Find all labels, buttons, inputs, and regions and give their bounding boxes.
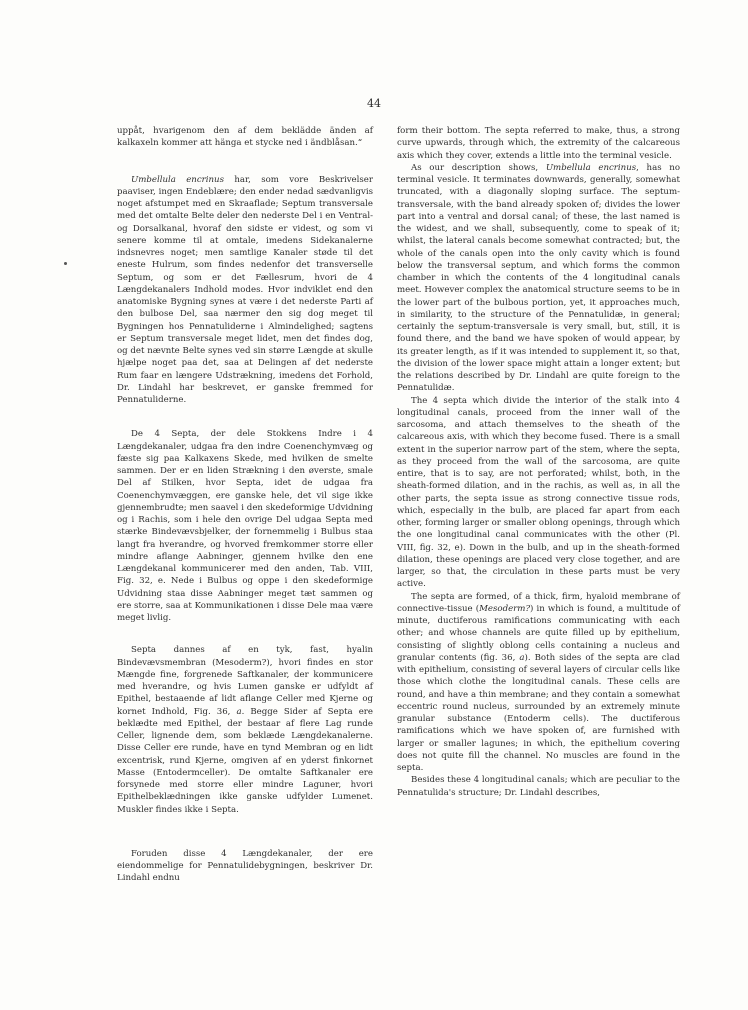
figure-letter: a xyxy=(236,706,242,717)
danish-paragraph-4-part-2: . Begge Sider af Septa ere beklædte med Epithel, der bestaar af flere Lag runde Celler, lignende dem, som beklæde Længdekanalerne. Disse Celler ere runde, have en tynd Membran og en lidt excentrisk, rund Kjerne, omgiven af en yderst finkornet Masse (Entodermceller). De omtalte Saftkanaler ere forsynede med storre eller mindre Laguner, hvori Epithelbeklædningen ikke ganske udfylder Lumenet. Muskler findes ikke i Septa. xyxy=(117,706,373,815)
english-column xyxy=(397,125,680,799)
figure-letter: a xyxy=(519,652,525,663)
english-paragraph-2 xyxy=(397,162,680,395)
danish-paragraph-3: De 4 Septa, der dele Stokkens Indre i 4 Længdekanaler, udgaa fra den indre Coenenchymvæg og fæste sig paa Kalkaxens Skede, med hvilken de smelte sammen. Der er en liden Strækning i den øverste, smale Del af Stilken, hvor Septa, idet de udgaa fra Coenenchymvæggen, ere ganske hele, det vil sige ikke gjennembrudte; men saavel i den skedeformige Udvidning og i Rachis, som i hele den ovrige Del udgaa Septa med stærke Bindevævsbjelker, der fornemmelig i Bulbus staa langt fra hverandre, og hvorved fremkommer storre eller mindre aflange Aabninger, gjennem hvilke den ene Længdekanal kommunicerer med den anden, Tab. VIII, Fig. 32, e. Nede i Bulbus og oppe i den skedeformige Udvidning staa disse Aabninger meget tæt sammen og ere storre, saa at Kommunikationen i disse Dele maa være meget livlig. xyxy=(117,429,373,623)
danish-paragraph-2 xyxy=(117,174,373,407)
danish-paragraph-4 xyxy=(117,644,373,816)
margin-dot xyxy=(64,262,67,265)
danish-paragraph-2-text: har, som vore Beskrivelser paaviser, ingen Endeblære; den ender nedad sædvanligvis noget afstumpet med en Skraaflade; Septum transversale med det omtalte Belte deler den nederste Del i en Ventral- og Dorsalkanal, hvoraf den sidste er videst, og som vi senere komme til at omtale, imedens Sidekanalerne indsnevres noget; men samtlige Kanaler støde til det eneste Hulrum, som findes nedenfor det transverselle Septum, og som er det Fællesrum, hvori de 4 Længdekanalers Indhold modes. Hvor indviklet end den anatomiske Bygning synes at være i det nederste Parti af den bulbose Del, saa nærmer den sig dog meget til Bygningen hos Pennatuliderne i Almindelighed; sagtens er Septum transversale meget lidet, men det findes dog, og det nævnte Belte synes ved sin større Længde at skulle hjælpe noget paa det, saa at Delingen af det nederste Rum faar en længere Udstrækning, imedens det Forhold, Dr. Lindahl har beskrevet, er ganske fremmed for Pennatuliderne. xyxy=(117,174,373,405)
english-paragraph-4 xyxy=(397,591,680,775)
english-paragraph-2-part-2: , has no terminal vesicle. It terminates downwards, generally, somewhat truncated, with a diagonally sloping surface. The septum-transversale, with the band already spoken of; divides the lower part into a ventral and dorsal canal; of these, the last named is the widest, and we shall, subsequently, come to speak of it; whilst, the lateral canals become somewhat contracted; but, the whole of the canals open into the only cavity which is found below the transversal septum, and which forms the common chamber in which the contents of the 4 longitudinal canals meet. However complex the anatomical structure seems to be in the lower part of the bulbous portion, yet, it approaches much, in similarity, to the structure of the Pennatulidæ, in general; certainly the septum-transversale is very small, but, still, it is found there, and the band we have spoken of would appear, by its greater length, as if it was intended to supplement it, so that, the division of the lower space might attain a longer extent; but the relations described by Dr. Lindahl are quite foreign to the Pennatulidæ. xyxy=(397,162,680,394)
english-paragraph-5: Besides these 4 longitudinal canals; which are peculiar to the Pennatulida's structure; Dr. Lindahl describes, xyxy=(397,775,680,798)
english-paragraph-4-part-3: ). Both sides of the septa are clad with epithelium, consisting of several layers of circular cells like those which clothe the longitudinal canals. These cells are round, and have a thin membrane; and they contain a somewhat eccentric round nucleus, surrounded by an extremely minute granular substance (Entoderm cells). The ductiferous ramifications which we have spoken of, are furnished with larger or smaller lagunes; in which, the epithelium covering does not quite fill the channel. No muscles are found in the septa. xyxy=(397,652,680,773)
species-name: Umbellula encrinus xyxy=(131,174,224,185)
danish-column xyxy=(117,125,373,885)
english-paragraph-4-part-1: The septa are formed, of a thick, firm, hyaloid membrane of connective-tissue ( xyxy=(397,591,680,614)
danish-paragraph-4-part-1: Septa dannes af en tyk, fast, hyalin Bindevævsmembran (Mesoderm?), hvori findes en stor Mængde fine, forgrenede Saftkanaler, der kommunicere med hverandre, og hvis Lumen ganske er udfyldt af Epithel, bestaaende af lidt aflange Celler med Kjerne og kornet Indhold, Fig. 36, xyxy=(117,645,373,717)
english-paragraph-2-part-1: As our description shows, xyxy=(411,162,546,173)
species-name: Umbellula encrinus xyxy=(545,162,637,173)
danish-paragraph-5: Foruden disse 4 Længdekanaler, der ere eiendommelige for Pennatulidebygningen, beskriver Dr. Lindahl endnu xyxy=(117,848,373,884)
mesoderm-term: Mesoderm? xyxy=(479,603,531,614)
english-paragraph-3: The 4 septa which divide the interior of the stalk into 4 longitudinal canals, proceed from the inner wall of the sarcosoma, and attach themselves to the sheath of the calcareous axis, with which they become fused. There is a small extent in the superior narrow part of the stem, where the septa, as they proceed from the wall of the sarcosoma, are quite entire, that is to say, are not perforated; whilst, both, in the sheath-formed dilation, and in the rachis, as well as, in all the other parts, the septa issue as strong connective tissue rods, which, especially in the bulb, are placed far apart from each other, forming larger or smaller oblong openings, through which the one longitudinal canal communicates with the other (Pl. VIII, fig. 32, e). Down in the bulb, and up in the sheath-formed dilation, these openings are placed very close together, and are larger, so that, the circulation in these parts must be very active. xyxy=(397,395,680,590)
english-paragraph-1: form their bottom. The septa referred to make, thus, a strong curve upwards, through which, the extremity of the calcareous axis which they cover, extends a little into the terminal vesicle. xyxy=(397,126,680,161)
english-paragraph-4-part-2: ) in which is found, a multitude of minute, ductiferous ramifications communicating with each other; and whose channels are quite filled up by epithelium, consisting of slightly oblong cells containing a nucleus and granular contents (fig. 36, xyxy=(397,603,681,663)
page-number: 44 xyxy=(367,97,381,110)
danish-paragraph-1: uppåt, hvarigenom den af dem beklädde änden af kalkaxeln kommer att hänga et stycke ned i ändblåsan.“ xyxy=(117,126,373,149)
